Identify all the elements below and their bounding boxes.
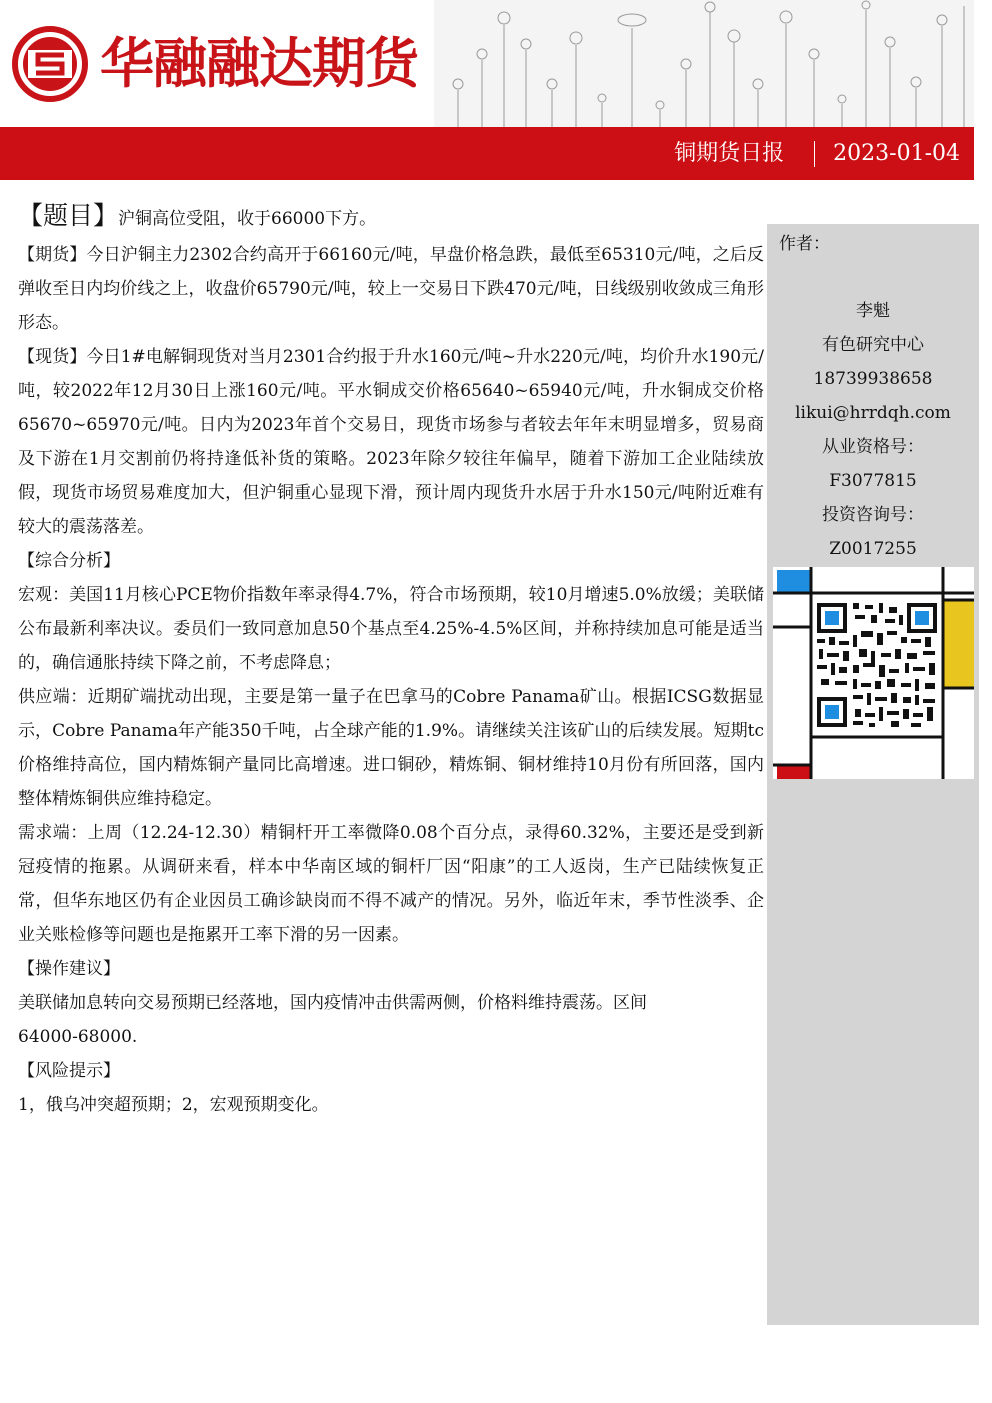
report-body (18, 197, 764, 1122)
page-header (0, 0, 992, 127)
title-separator (814, 141, 815, 167)
report-title: 铜期货日报 (674, 141, 785, 166)
qualification-label: 从业资格号： (822, 437, 924, 457)
author-email: likui@hrrdqh.com (795, 403, 951, 423)
futures-text: 今日沪铜主力2302合约高开于66160元/吨，早盘价格急跌，最低至65310元/吨，之后反弹收至日内均价线之上，收盘价65790元/吨，较上一交易日下跌470元/吨，日线级别收敛成三角形形态。 (18, 245, 764, 333)
author-label: 作者： (779, 234, 830, 254)
risk-heading: 【风险提示】 (18, 1061, 120, 1081)
company-logo-icon (12, 26, 88, 102)
consulting-label: 投资咨询号： (822, 505, 924, 525)
analysis-heading: 【综合分析】 (18, 551, 120, 571)
qr-code-icon (773, 567, 974, 779)
topic-line (18, 197, 764, 238)
macro-paragraph: 宏观：美国11月核心PCE物价指数年率录得4.7%，符合市场预期，较10月增速5.0%放缓；美联储公布最新利率决议。委员们一致同意加息50个基点至4.25%-4.5%区间，并称持续加息可能是适当的，确信通胀持续下降之前，不考虑降息； (18, 585, 764, 673)
decorative-background (434, 0, 974, 127)
futures-paragraph (18, 238, 764, 340)
author-dept: 有色研究中心 (822, 335, 924, 355)
report-date: 2023-01-04 (833, 141, 960, 166)
spot-paragraph (18, 340, 764, 544)
report-title-band (0, 127, 974, 180)
qualification-number: F3077815 (829, 471, 917, 491)
topic-text: 沪铜高位受阻，收于66000下方。 (118, 209, 377, 229)
operation-line-2: 64000-68000. (18, 1027, 138, 1047)
risk-text: 1，俄乌冲突超预期；2，宏观预期变化。 (18, 1095, 329, 1115)
consulting-number: Z0017255 (829, 539, 917, 559)
spot-text: 今日1#电解铜现货对当月2301合约报于升水160元/吨~升水220元/吨，均价升水190元/吨，较2022年12月30日上涨160元/吨。平水铜成交价格65640~65940元/吨，升水铜成交价格65670~65970元/吨。日内为2023年首个交易日，现货市场参与者较去年年末明显增多，贸易商及下游在1月交割前仍将持逢低补货的策略。2023年除夕较往年偏早，随着下游加工企业陆续放假，现货市场贸易难度加大，但沪铜重心显现下滑，预计周内现货升水居于升水150元/吨附近难有较大的震荡落差。 (18, 347, 765, 537)
author-name: 李魁 (856, 301, 890, 321)
qr-panel (773, 567, 974, 779)
operation-line-1: 美联储加息转向交易预期已经落地，国内疫情冲击供需两侧，价格料维持震荡。区间 (18, 993, 647, 1013)
author-info (767, 294, 979, 566)
report-title-line (674, 127, 960, 180)
operation-heading: 【操作建议】 (18, 959, 120, 979)
author-phone: 18739938658 (813, 369, 933, 389)
demand-paragraph: 需求端：上周（12.24-12.30）精铜杆开工率微降0.08个百分点，录得60.32%，主要还是受到新冠疫情的拖累。从调研来看，样本中华南区域的铜杆厂因“阳康”的工人返岗，生产已陆续恢复正常，但华东地区仍有企业因员工确诊缺岗而不得不减产的情况。另外，临近年末，季节性淡季、企业关账检修等问题也是拖累开工率下滑的另一因素。 (18, 823, 764, 945)
brand-name: 华融融达期货 (100, 32, 418, 95)
supply-paragraph: 供应端：近期矿端扰动出现，主要是第一量子在巴拿马的Cobre Panama矿山。根据ICSG数据显示，Cobre Panama年产能350千吨，占全球产能的1.9%。请继续关注该矿山的后续发展。短期tc价格维持高位，国内精炼铜产量同比高增速。进口铜砂，精炼铜、铜材维持10月份有所回落，国内整体精炼铜供应维持稳定。 (18, 687, 764, 809)
topic-tag: 【题目】 (18, 201, 119, 230)
spot-tag: 【现货】 (18, 347, 87, 367)
futures-tag: 【期货】 (18, 245, 87, 265)
